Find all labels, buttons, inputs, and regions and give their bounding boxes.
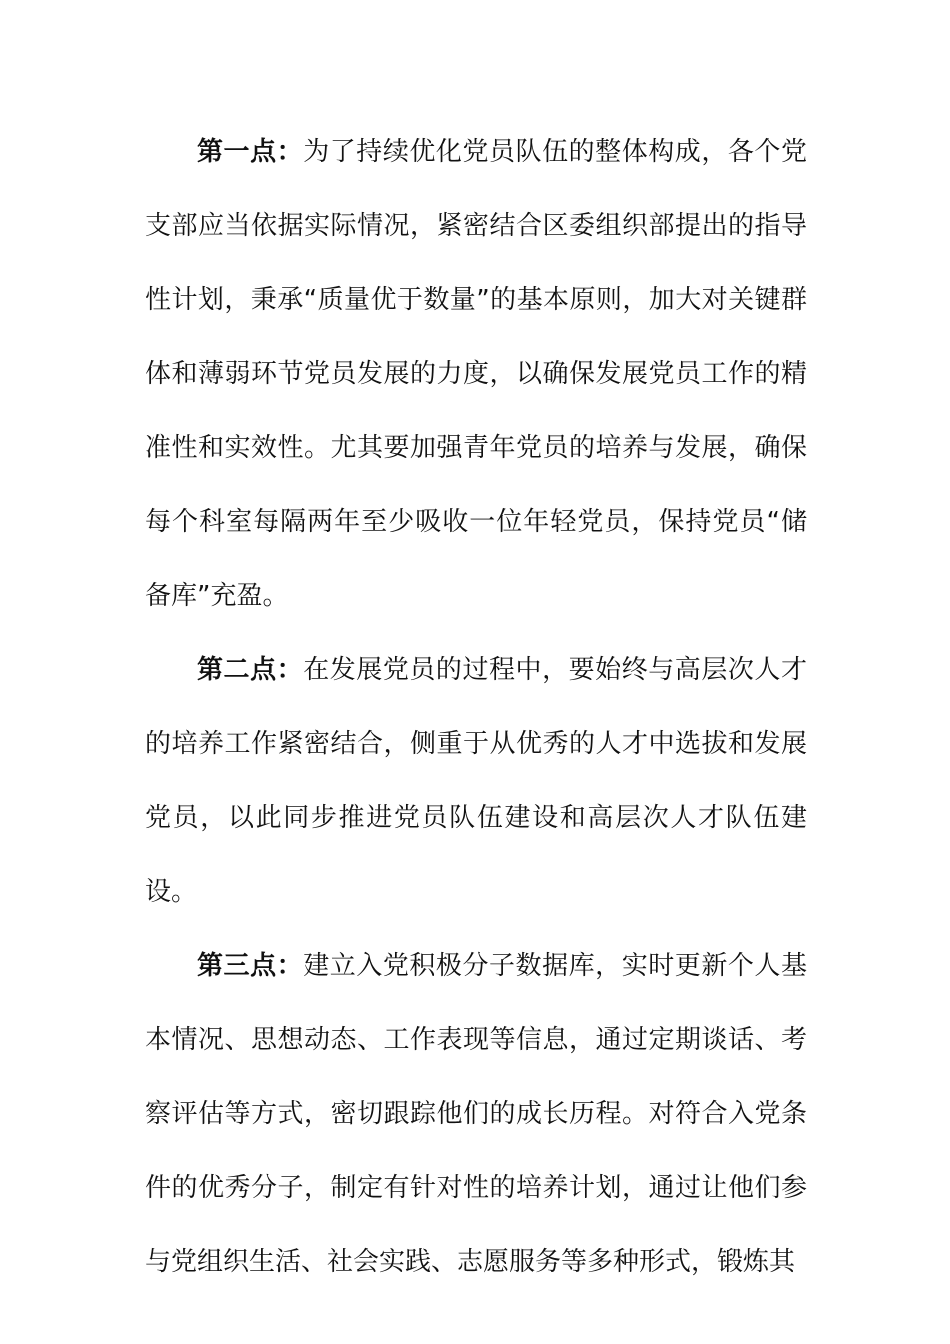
paragraph-text-3: 建立入党积极分子数据库，实时更新个人基本情况、思想动态、工作表现等信息，通过定期谈话、考察评估等方式，密切跟踪他们的成长历程。对符合入党条件的优秀分子，制定有针对性的培养计划，通过让他们参与党组织生活、社会实践、志愿服务等多种形式，锻炼其: [145, 951, 807, 1277]
paragraph-point-1: [145, 115, 807, 633]
paragraph-text-1: 为了持续优化党员队伍的整体构成，各个党支部应当依据实际情况，紧密结合区委组织部提出的指导性计划，秉承“质量优于数量”的基本原则，加大对关键群体和薄弱环节党员发展的力度，以确保发展党员工作的精准性和实效性。尤其要加强青年党员的培养与发展，确保每个科室每隔两年至少吸收一位年轻党员，保持党员“储备库”充盈。: [145, 137, 807, 611]
paragraph-point-3: [145, 929, 807, 1299]
document-body: [145, 115, 807, 1299]
paragraph-lead-1: 第一点：: [197, 137, 304, 167]
paragraph-lead-2: 第二点：: [197, 655, 304, 685]
paragraph-lead-3: 第三点：: [197, 951, 304, 981]
paragraph-point-2: [145, 633, 807, 929]
paragraph-text-2: 在发展党员的过程中，要始终与高层次人才的培养工作紧密结合，侧重于从优秀的人才中选拔和发展党员，以此同步推进党员队伍建设和高层次人才队伍建设。: [145, 655, 807, 907]
